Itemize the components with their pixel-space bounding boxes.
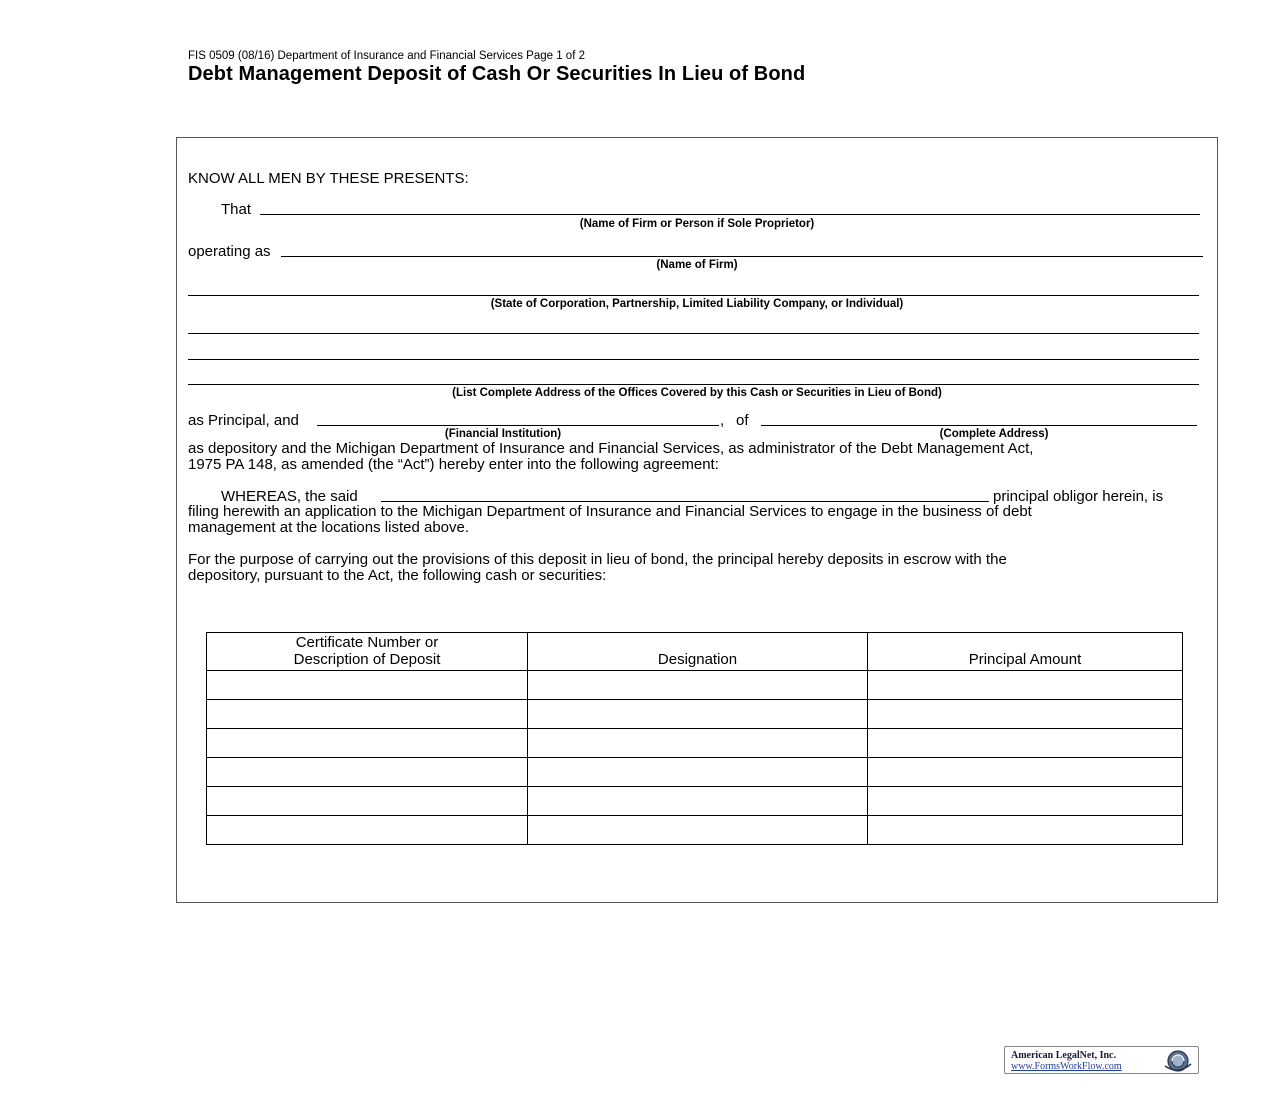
publisher-url-link[interactable]: www.FormsWorkFlow.com: [1011, 1061, 1122, 1072]
cell-principal-amount[interactable]: [868, 671, 1183, 700]
depository-paragraph: [188, 441, 1033, 473]
table-row: [207, 816, 1183, 845]
whereas-line-3: management at the locations listed above.: [188, 519, 470, 536]
depository-line-1: as depository and the Michigan Department of Insurance and Financial Services, as administrator of the Debt Management Act,: [188, 440, 1034, 457]
page-title: Debt Management Deposit of Cash Or Securities In Lieu of Bond: [188, 63, 806, 85]
table-row: [207, 700, 1183, 729]
table-header-row: [207, 633, 1183, 671]
whereas-paragraph: [188, 504, 1032, 536]
publisher-logo: [1004, 1046, 1199, 1074]
cell-designation[interactable]: [528, 816, 868, 845]
cell-certificate[interactable]: [207, 758, 528, 787]
cell-designation[interactable]: [528, 729, 868, 758]
cell-certificate[interactable]: [207, 729, 528, 758]
cell-principal-amount[interactable]: [868, 816, 1183, 845]
table-row: [207, 787, 1183, 816]
depository-line-2: 1975 PA 148, as amended (the “Act”) hereby enter into the following agreement:: [188, 456, 719, 473]
cell-designation[interactable]: [528, 787, 868, 816]
cell-certificate[interactable]: [207, 700, 528, 729]
intro-heading: KNOW ALL MEN BY THESE PRESENTS:: [188, 170, 469, 187]
publisher-name: American LegalNet, Inc.: [1011, 1050, 1116, 1061]
operating-as-label: operating as: [188, 243, 271, 260]
cell-certificate[interactable]: [207, 816, 528, 845]
firm-name-field[interactable]: [281, 256, 1203, 257]
table-row: [207, 671, 1183, 700]
address-field-1[interactable]: [188, 333, 1199, 334]
whereas-line-2: filing herewith an application to the Michigan Department of Insurance and Financial Services to engage in the business of debt: [188, 503, 1032, 520]
that-label: That: [221, 201, 252, 218]
cell-principal-amount[interactable]: [868, 729, 1183, 758]
table-row: [207, 758, 1183, 787]
caption-financial-institution: (Financial Institution): [444, 428, 562, 440]
caption-firm-name: (Name of Firm): [656, 259, 738, 271]
address-field-3[interactable]: [188, 384, 1199, 385]
caption-office-addresses: (List Complete Address of the Offices Covered by this Cash or Securities in Lieu of Bond): [452, 387, 942, 399]
col-header-certificate-line-2: Description of Deposit: [293, 651, 441, 668]
cell-designation[interactable]: [528, 758, 868, 787]
whereas-label: WHEREAS, the said: [221, 488, 358, 505]
purpose-line-2: depository, pursuant to the Act, the following cash or securities:: [188, 567, 607, 584]
col-header-certificate: [207, 633, 528, 671]
entity-type-field[interactable]: [188, 295, 1199, 296]
deposit-table: [206, 632, 1183, 845]
cell-designation[interactable]: [528, 671, 868, 700]
table-row: [207, 729, 1183, 758]
cell-principal-amount[interactable]: [868, 700, 1183, 729]
of-label: of: [736, 412, 749, 429]
col-header-principal-amount: Principal Amount: [868, 633, 1183, 671]
purpose-line-1: For the purpose of carrying out the provisions of this deposit in lieu of bond, the principal hereby deposits in escrow with the: [188, 551, 1007, 568]
whereas-tail: principal obligor herein, is: [993, 488, 1164, 505]
financial-institution-field[interactable]: [317, 425, 719, 426]
col-header-designation: Designation: [528, 633, 868, 671]
comma-separator: ,: [720, 412, 725, 429]
form-number-line: FIS 0509 (08/16) Department of Insurance and Financial Services Page 1 of 2: [188, 50, 585, 62]
caption-entity-type: (State of Corporation, Partnership, Limited Liability Company, or Individual): [490, 298, 904, 310]
institution-address-field[interactable]: [761, 425, 1197, 426]
col-header-certificate-line-1: Certificate Number or: [295, 634, 439, 651]
cell-designation[interactable]: [528, 700, 868, 729]
cell-principal-amount[interactable]: [868, 758, 1183, 787]
principal-label: as Principal, and: [188, 412, 299, 429]
caption-firm-person: (Name of Firm or Person if Sole Proprietor): [579, 218, 815, 230]
cell-certificate[interactable]: [207, 671, 528, 700]
cell-principal-amount[interactable]: [868, 787, 1183, 816]
firm-person-name-field[interactable]: [260, 214, 1200, 215]
globe-icon: [1161, 1049, 1195, 1073]
principal-obligor-field[interactable]: [381, 501, 989, 502]
purpose-paragraph: [188, 552, 1007, 584]
address-field-2[interactable]: [188, 359, 1199, 360]
caption-complete-address: (Complete Address): [939, 428, 1049, 440]
cell-certificate[interactable]: [207, 787, 528, 816]
